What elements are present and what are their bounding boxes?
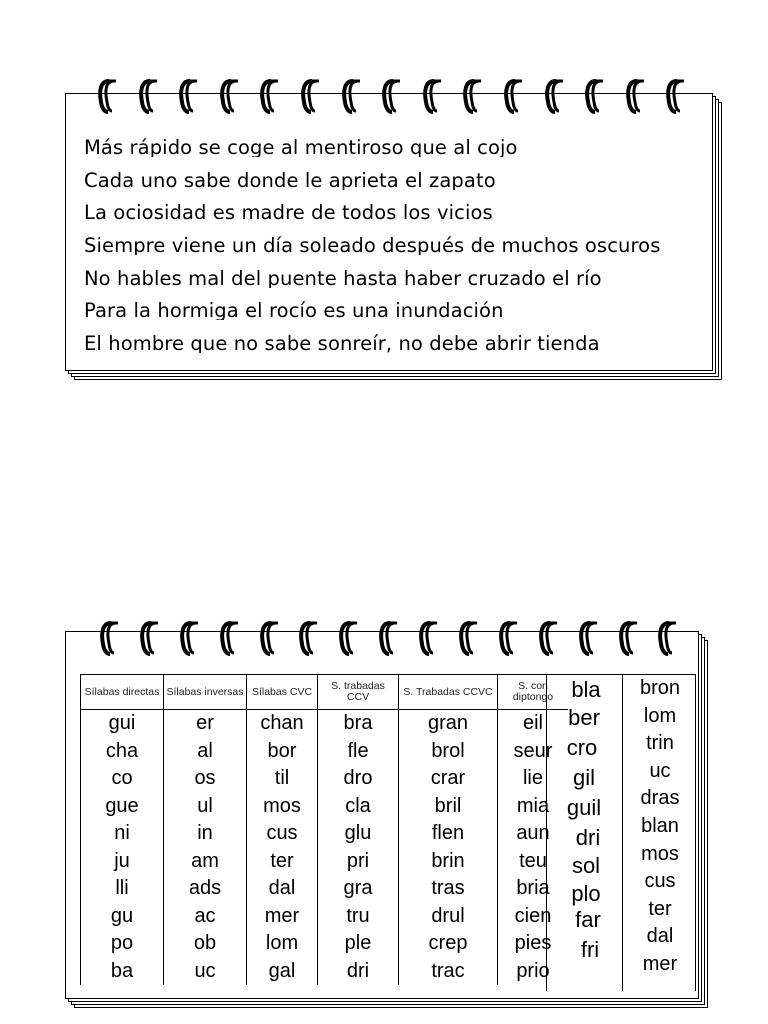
- spiral-binding: [98, 620, 682, 656]
- syllable-cell: er: [164, 710, 247, 738]
- proverb-line: No hables mal del puente hasta haber cruzado el río: [84, 266, 602, 288]
- spiral-ring-icon: [98, 620, 124, 656]
- syllable-cell: brol: [399, 738, 498, 766]
- spiral-ring-icon: [337, 620, 363, 656]
- syllable-cell: lom: [247, 930, 318, 958]
- syllable-cell: brin: [399, 848, 498, 876]
- spiral-ring-icon: [340, 78, 366, 114]
- syllable-word: ber: [568, 705, 600, 730]
- syllable-word: ter: [648, 897, 672, 920]
- syllable-cell: flen: [399, 820, 498, 848]
- syllable-cell: mia: [498, 793, 569, 821]
- spiral-ring-icon: [617, 620, 643, 656]
- syllable-cell: tru: [318, 903, 399, 931]
- table-row: [81, 930, 569, 958]
- spiral-ring-icon: [177, 78, 203, 114]
- syllable-cell: trac: [399, 958, 498, 986]
- syllable-word: dras: [640, 787, 680, 810]
- syllable-cell: ba: [81, 958, 164, 986]
- syllable-cell: bor: [247, 738, 318, 766]
- spiral-ring-icon: [218, 78, 244, 114]
- syllable-cell: dal: [247, 875, 318, 903]
- table-row: [81, 710, 569, 738]
- spiral-ring-icon: [297, 620, 323, 656]
- spiral-ring-icon: [137, 78, 163, 114]
- table-row: [81, 793, 569, 821]
- syllable-word: cus: [644, 870, 676, 893]
- spiral-ring-icon: [656, 620, 682, 656]
- spiral-ring-icon: [543, 78, 569, 114]
- syllable-cell: ul: [164, 793, 247, 821]
- syllable-cell: gue: [81, 793, 164, 821]
- syllable-cell: aun: [498, 820, 569, 848]
- spiral-ring-icon: [377, 620, 403, 656]
- syllable-word: bron: [639, 677, 681, 699]
- syllable-word: gil: [572, 765, 595, 790]
- spiral-ring-icon: [537, 620, 563, 656]
- syllable-cell: crar: [399, 765, 498, 793]
- spiral-ring-icon: [258, 78, 284, 114]
- spiral-ring-icon: [380, 78, 406, 114]
- syllable-word: mos: [641, 842, 679, 865]
- spiral-ring-icon: [583, 78, 609, 114]
- spiral-ring-icon: [502, 78, 528, 114]
- syllable-word: blan: [641, 815, 679, 837]
- syllable-cell: chan: [247, 710, 318, 738]
- column-header: S. con diptongo: [498, 675, 569, 710]
- syllable-cell: in: [164, 820, 247, 848]
- spiral-ring-icon: [218, 620, 244, 656]
- spiral-ring-icon: [664, 78, 690, 114]
- syllable-cell: til: [247, 765, 318, 793]
- syllable-cell: drul: [399, 903, 498, 931]
- syllable-cell: eil: [498, 710, 569, 738]
- syllable-cell: ac: [164, 903, 247, 931]
- syllable-cell: gal: [247, 958, 318, 986]
- spiral-ring-icon: [417, 620, 443, 656]
- syllable-word: far: [575, 907, 601, 932]
- table-row: [81, 958, 569, 986]
- syllable-word: sol: [571, 853, 601, 878]
- syllable-word: dri: [575, 825, 601, 850]
- spiral-ring-icon: [624, 78, 650, 114]
- spiral-ring-icon: [96, 78, 122, 114]
- syllable-cell: gran: [399, 710, 498, 738]
- syllable-cell: crep: [399, 930, 498, 958]
- proverb-line: La ociosidad es madre de todos los vicios: [84, 201, 493, 223]
- syllable-cell: teu: [498, 848, 569, 876]
- syllable-cell: ple: [318, 930, 399, 958]
- syllable-cell: co: [81, 765, 164, 793]
- syllable-word: plo: [571, 881, 601, 906]
- syllable-cell: gui: [81, 710, 164, 738]
- proverb-list: [84, 136, 709, 365]
- spiral-ring-icon: [299, 78, 325, 114]
- syllable-cell: gra: [318, 875, 399, 903]
- syllable-cell: gu: [81, 903, 164, 931]
- table-row: [81, 875, 569, 903]
- spiral-ring-icon: [457, 620, 483, 656]
- spiral-ring-icon: [461, 78, 487, 114]
- spiral-ring-icon: [258, 620, 284, 656]
- syllable-cell: al: [164, 738, 247, 766]
- syllable-cell: ni: [81, 820, 164, 848]
- table-row: [81, 903, 569, 931]
- proverb-line: El hombre que no sabe sonreír, no debe abrir tienda: [84, 332, 600, 354]
- spiral-ring-icon: [138, 620, 164, 656]
- syllable-cell: prio: [498, 958, 569, 986]
- syllable-cell: cien: [498, 903, 569, 931]
- syllable-word: lom: [643, 704, 677, 727]
- spiral-ring-icon: [577, 620, 603, 656]
- extra-syllable-column: [546, 674, 623, 991]
- syllable-cell: os: [164, 765, 247, 793]
- syllable-cell: lli: [81, 875, 164, 903]
- table-row: [81, 765, 569, 793]
- syllable-cell: tras: [399, 875, 498, 903]
- syllable-word: dal: [646, 925, 674, 948]
- syllable-word: cro: [566, 735, 598, 760]
- proverb-line: Siempre viene un día soleado después de muchos oscuros: [84, 234, 661, 256]
- syllable-cell: dri: [318, 958, 399, 986]
- syllable-cell: ob: [164, 930, 247, 958]
- syllable-cell: cla: [318, 793, 399, 821]
- column-header: S. trabadas CCV: [318, 675, 399, 710]
- spiral-ring-icon: [421, 78, 447, 114]
- syllable-cell: pri: [318, 848, 399, 876]
- syllable-word: guil: [566, 795, 602, 820]
- column-header: Sílabas inversas: [164, 675, 247, 710]
- proverb-line: Más rápido se coge al mentiroso que al cojo: [84, 136, 518, 157]
- spiral-ring-icon: [497, 620, 523, 656]
- syllable-cell: cus: [247, 820, 318, 848]
- column-header: Sílabas directas: [81, 675, 164, 710]
- syllable-cell: dro: [318, 765, 399, 793]
- syllable-cell: mos: [247, 793, 318, 821]
- proverb-line: Para la hormiga el rocío es una inundación: [84, 299, 504, 321]
- syllable-cell: ads: [164, 875, 247, 903]
- proverbs-notebook: [62, 72, 732, 388]
- syllable-word: trin: [646, 732, 674, 755]
- extra-syllable-column: [622, 674, 696, 991]
- syllable-table: [80, 674, 568, 985]
- syllable-cell: am: [164, 848, 247, 876]
- syllable-cell: cha: [81, 738, 164, 766]
- syllable-word: bla: [571, 677, 601, 702]
- syllable-word: uc: [649, 759, 671, 782]
- syllable-cell: lie: [498, 765, 569, 793]
- syllable-cell: bra: [318, 710, 399, 738]
- table-row: [81, 820, 569, 848]
- proverb-line: Cada uno sabe donde le aprieta el zapato: [84, 168, 496, 190]
- table-row: [81, 848, 569, 876]
- syllable-cell: seur: [498, 738, 569, 766]
- syllable-cell: po: [81, 930, 164, 958]
- syllable-cell: pies: [498, 930, 569, 958]
- column-header: S. Trabadas CCVC: [399, 675, 498, 710]
- table-row: [81, 738, 569, 766]
- syllable-cell: ter: [247, 848, 318, 876]
- column-header: Sílabas CVC: [247, 675, 318, 710]
- syllable-cell: bria: [498, 875, 569, 903]
- syllable-cell: mer: [247, 903, 318, 931]
- syllable-cell: bril: [399, 793, 498, 821]
- syllable-word: fri: [580, 937, 600, 962]
- syllable-cell: ju: [81, 848, 164, 876]
- syllable-word: mer: [642, 953, 678, 975]
- syllable-cell: fle: [318, 738, 399, 766]
- syllable-cell: glu: [318, 820, 399, 848]
- syllables-notebook: [62, 618, 716, 1014]
- syllable-cell: uc: [164, 958, 247, 986]
- spiral-ring-icon: [178, 620, 204, 656]
- spiral-binding: [96, 78, 690, 114]
